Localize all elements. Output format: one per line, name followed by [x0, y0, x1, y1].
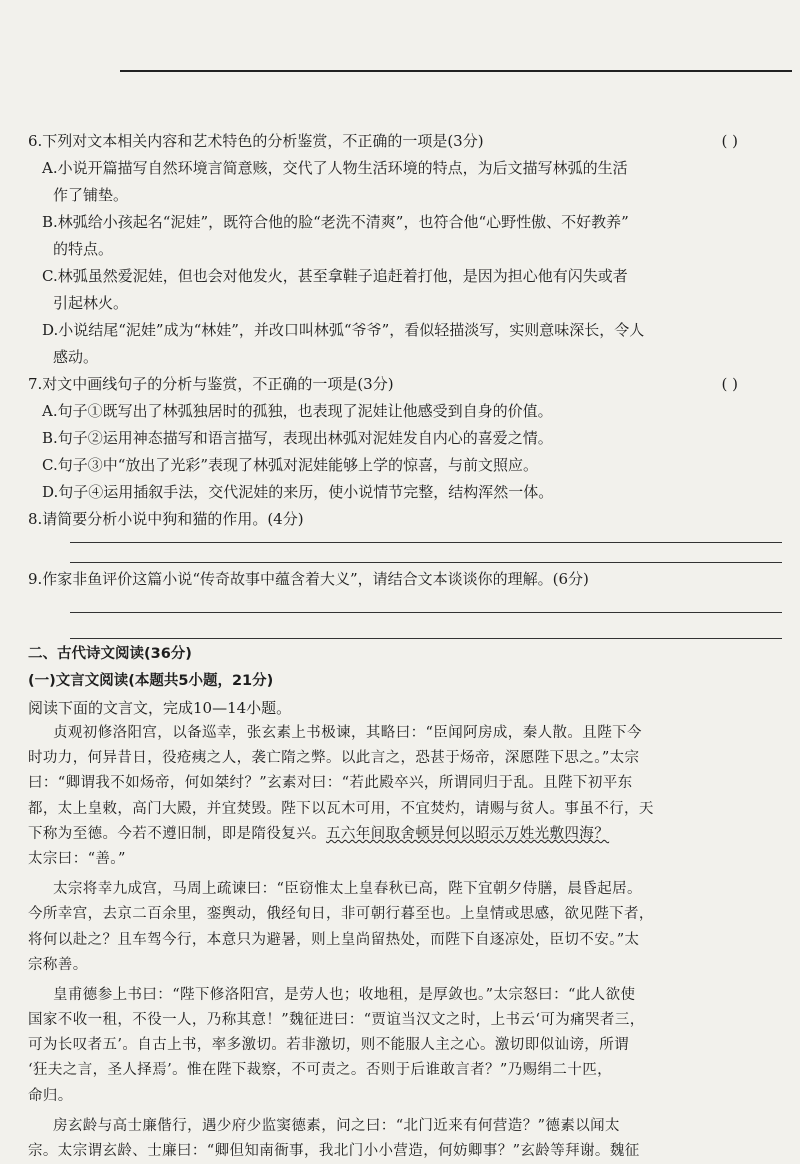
question-9	[28, 566, 788, 593]
question-7	[28, 371, 788, 533]
passage-line: ‘狂夫之言，圣人择焉’。惟在陛下裁察，不可责之。否则于后谁敢言者？”乃赐绢二十匹，	[28, 1062, 613, 1079]
classical-passage	[28, 721, 788, 1164]
question-7-option-b: B.句子②运用神态描写和语言描写，表现出林弧对泥娃发自内心的喜爱之情。	[42, 429, 553, 447]
question-6-option-d: D.小说结尾“泥娃”成为“林娃”，并改口叫林弧“爷爷”，看似轻描淡写，实则意味深长，令人	[42, 321, 645, 339]
passage-line: 太宗将幸九成宫，马周上疏谏曰：“臣窃惟太上皇春秋已高，陛下宜朝夕侍膳，晨昏起居。	[53, 881, 642, 898]
passage-line: 太宗曰：“善。”	[28, 850, 126, 867]
section-2-header	[28, 641, 788, 722]
passage-line: 将何以赴之？且车驾今行，本意只为避暑，则上皇尚留热处，而陛下自逐凉处，臣切不安。”太	[28, 931, 640, 948]
underlined-sentence: 五六年间取舍顿异何以昭示万姓光敷四海？	[326, 825, 610, 842]
question-7-option-d: D.句子④运用插叙手法，交代泥娃的来历，使小说情节完整，结构浑然一体。	[42, 483, 554, 501]
question-7-option-a: A.句子①既写出了林弧独居时的孤独，也表现了泥娃让他感受到自身的价值。	[42, 402, 553, 420]
question-6-option-d-cont: 感动。	[53, 348, 99, 366]
passage-line: 命归。	[28, 1087, 73, 1104]
passage-line: 房玄龄与高士廉偕行，遇少府少监窦德素，问之曰：“北门近来有何营造？”德素以闻太	[53, 1117, 620, 1134]
reading-instruction: 阅读下面的文言文，完成10—14小题。	[28, 699, 292, 717]
passage-line: 贞观初修洛阳宫，以备巡幸，张玄素上书极谏，其略曰：“臣闻阿房成，秦人散。且陛下今	[53, 725, 642, 741]
passage-line	[28, 822, 788, 847]
answer-line	[70, 612, 782, 613]
question-8-stem: 8.请简要分析小说中狗和猫的作用。(4分)	[28, 510, 304, 528]
answer-line	[70, 542, 782, 543]
question-6-option-a: A.小说开篇描写自然环境言简意赅，交代了人物生活环境的特点，为后文描写林弧的生活	[42, 159, 628, 177]
passage-line: 今所幸宫，去京二百余里，銮舆动，俄经旬日，非可朝行暮至也。上皇情或思感，欲见陛下者，	[28, 906, 654, 923]
answer-line	[70, 638, 782, 639]
question-6-option-b: B.林弧给小孩起名“泥娃”，既符合他的脸“老洗不清爽”，也符合他“心野性傲、不好教养”	[42, 213, 629, 231]
passage-text: 下称为至德。今若不遵旧制，即是隋役复兴。	[28, 825, 326, 842]
question-9-stem: 9.作家非鱼评价这篇小说“传奇故事中蕴含着大义”，请结合文本谈谈你的理解。(6分)	[28, 570, 589, 588]
question-6-answer-paren: ( )	[721, 132, 738, 150]
question-7-option-c: C.句子③中“放出了光彩”表现了林弧对泥娃能够上学的惊喜，与前文照应。	[42, 456, 539, 474]
question-7-stem: 7.对文中画线句子的分析与鉴赏，不正确的一项是(3分)	[28, 375, 394, 393]
passage-line: 曰：“卿谓我不如炀帝，何如桀纣？”玄素对曰：“若此殿卒兴，所谓同归于乱。且陛下初平东	[28, 775, 633, 792]
question-6-option-c-cont: 引起林火。	[53, 294, 129, 312]
question-6-option-b-cont: 的特点。	[53, 240, 114, 258]
passage-line: 时功力，何异昔日，役疮痍之人，袭亡隋之弊。以此言之，恐甚于炀帝，深愿陛下思之。”太宗	[28, 750, 640, 767]
passage-line: 宗。太宗谓玄龄、士廉曰：“卿但知南衙事，我北门小小营造，何妨卿事？”玄龄等拜谢。魏征	[28, 1143, 640, 1159]
question-6-option-a-cont: 作了铺垫。	[53, 186, 129, 204]
passage-line: 国家不收一租，不役一人，乃称其意！”魏征进曰：“贾谊当汉文之时，上书云‘可为痛哭者三，	[28, 1012, 645, 1029]
passage-line: 皇甫德参上书曰：“陛下修洛阳宫，是劳人也；收地租，是厚敛也。”太宗怒曰：“此人欲使	[53, 986, 636, 1003]
subsection-title: (一)文言文阅读(本题共5小题，21分)	[28, 673, 274, 689]
answer-line	[70, 562, 782, 563]
passage-line: 都，太上皇敕，高门大殿，并宜焚毁。陛下以瓦木可用，不宜焚灼，请赐与贫人。事虽不行，天	[28, 800, 654, 817]
question-7-answer-paren: ( )	[721, 375, 738, 393]
question-6	[28, 128, 788, 371]
header-rule	[120, 70, 792, 72]
passage-line: 宗称善。	[28, 956, 88, 973]
question-6-option-c: C.林弧虽然爱泥娃，但也会对他发火，甚至拿鞋子追赶着打他，是因为担心他有闪失或者	[42, 267, 628, 285]
section-title: 二、古代诗文阅读(36分)	[28, 646, 192, 662]
question-6-stem: 6.下列对文本相关内容和艺术特色的分析鉴赏，不正确的一项是(3分)	[28, 132, 484, 150]
passage-line: 可为长叹者五’。自古上书，率多激切。若非激切，则不能服人主之心。激切即似讪谤，所谓	[28, 1037, 630, 1054]
